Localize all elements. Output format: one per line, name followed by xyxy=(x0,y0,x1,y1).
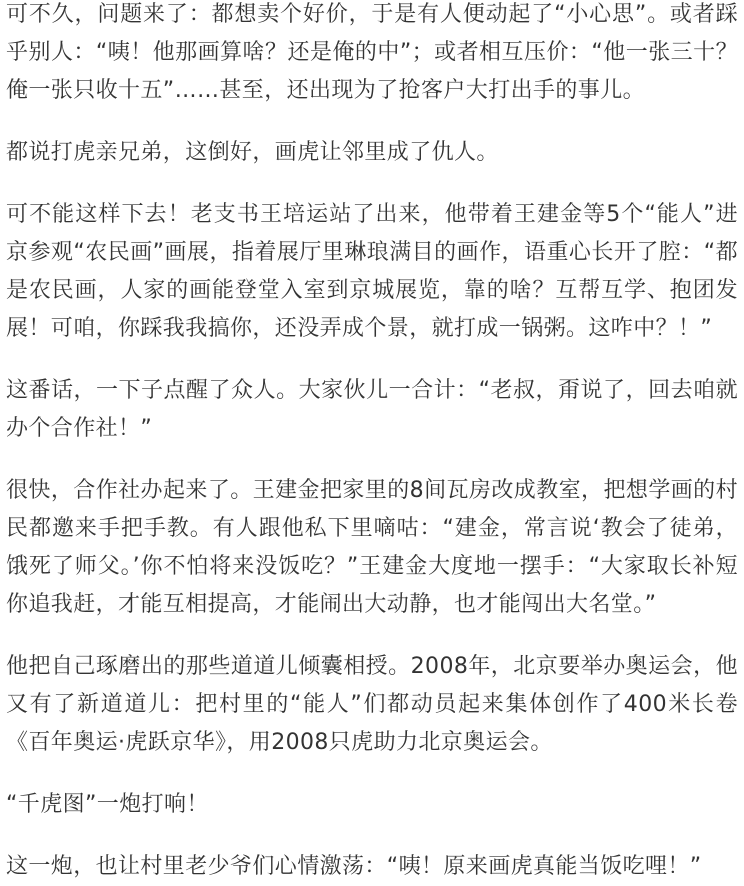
paragraph-5: 很快，合作社办起来了。王建金把家里的8间瓦房改成教室，把想学画的村民都邀来手把手教。有人跟他私下里嘀咕：“建金，常言说‘教会了徒弟，饿死了师父。’你不怕将来没饭吃？”王建金大度地一摆手：“大家取长补短你追我赶，才能互相提高，才能闹出大动静，也才能闯出大名堂。” xyxy=(6,478,738,617)
paragraph-spacer xyxy=(6,348,738,372)
paragraph-spacer xyxy=(6,624,738,648)
paragraph-4: 这番话，一下子点醒了众人。大家伙儿一合计：“老叔，甭说了，回去咱就办个合作社！” xyxy=(6,378,738,441)
paragraph-spacer xyxy=(6,448,738,472)
paragraph-3: 可不能这样下去！老支书王培运站了出来，他带着王建金等5个“能人”进京参观“农民画”画展，指着展厅里琳琅满目的画作，语重心长开了腔：“都是农民画，人家的画能登堂入室到京城展览，靠的啥？互帮互学、抱团发展！可咱，你踩我我搞你，还没弄成个景，就打成一锅粥。这咋中？！” xyxy=(6,202,738,341)
paragraph-7: “千虎图”一炮打响！ xyxy=(6,792,209,817)
paragraph-6: 他把自己琢磨出的那些道道儿倾囊相授。2008年，北京要举办奥运会，他又有了新道道儿：把村里的“能人”们都动员起来集体创作了400米长卷《百年奥运·虎跃京华》，用2008只虎助力北京奥运会。 xyxy=(6,654,738,755)
paragraph-1: 可不久，问题来了：都想卖个好价，于是有人便动起了“小心思”。或者踩乎别人：“咦！他那画算啥？还是俺的中”；或者相互压价：“他一张三十？俺一张只收十五”……甚至，还出现为了抢客户大打出手的事儿。 xyxy=(6,2,738,103)
paragraph-spacer xyxy=(6,762,738,786)
paragraph-8: 这一炮，也让村里老少爷们心情激荡：“咦！原来画虎真能当饭吃哩！” xyxy=(6,854,702,879)
paragraph-spacer xyxy=(6,824,738,848)
paragraph-spacer xyxy=(6,110,738,134)
paragraph-spacer xyxy=(6,172,738,196)
paragraph-2: 都说打虎亲兄弟，这倒好，画虎让邻里成了仇人。 xyxy=(6,140,499,165)
